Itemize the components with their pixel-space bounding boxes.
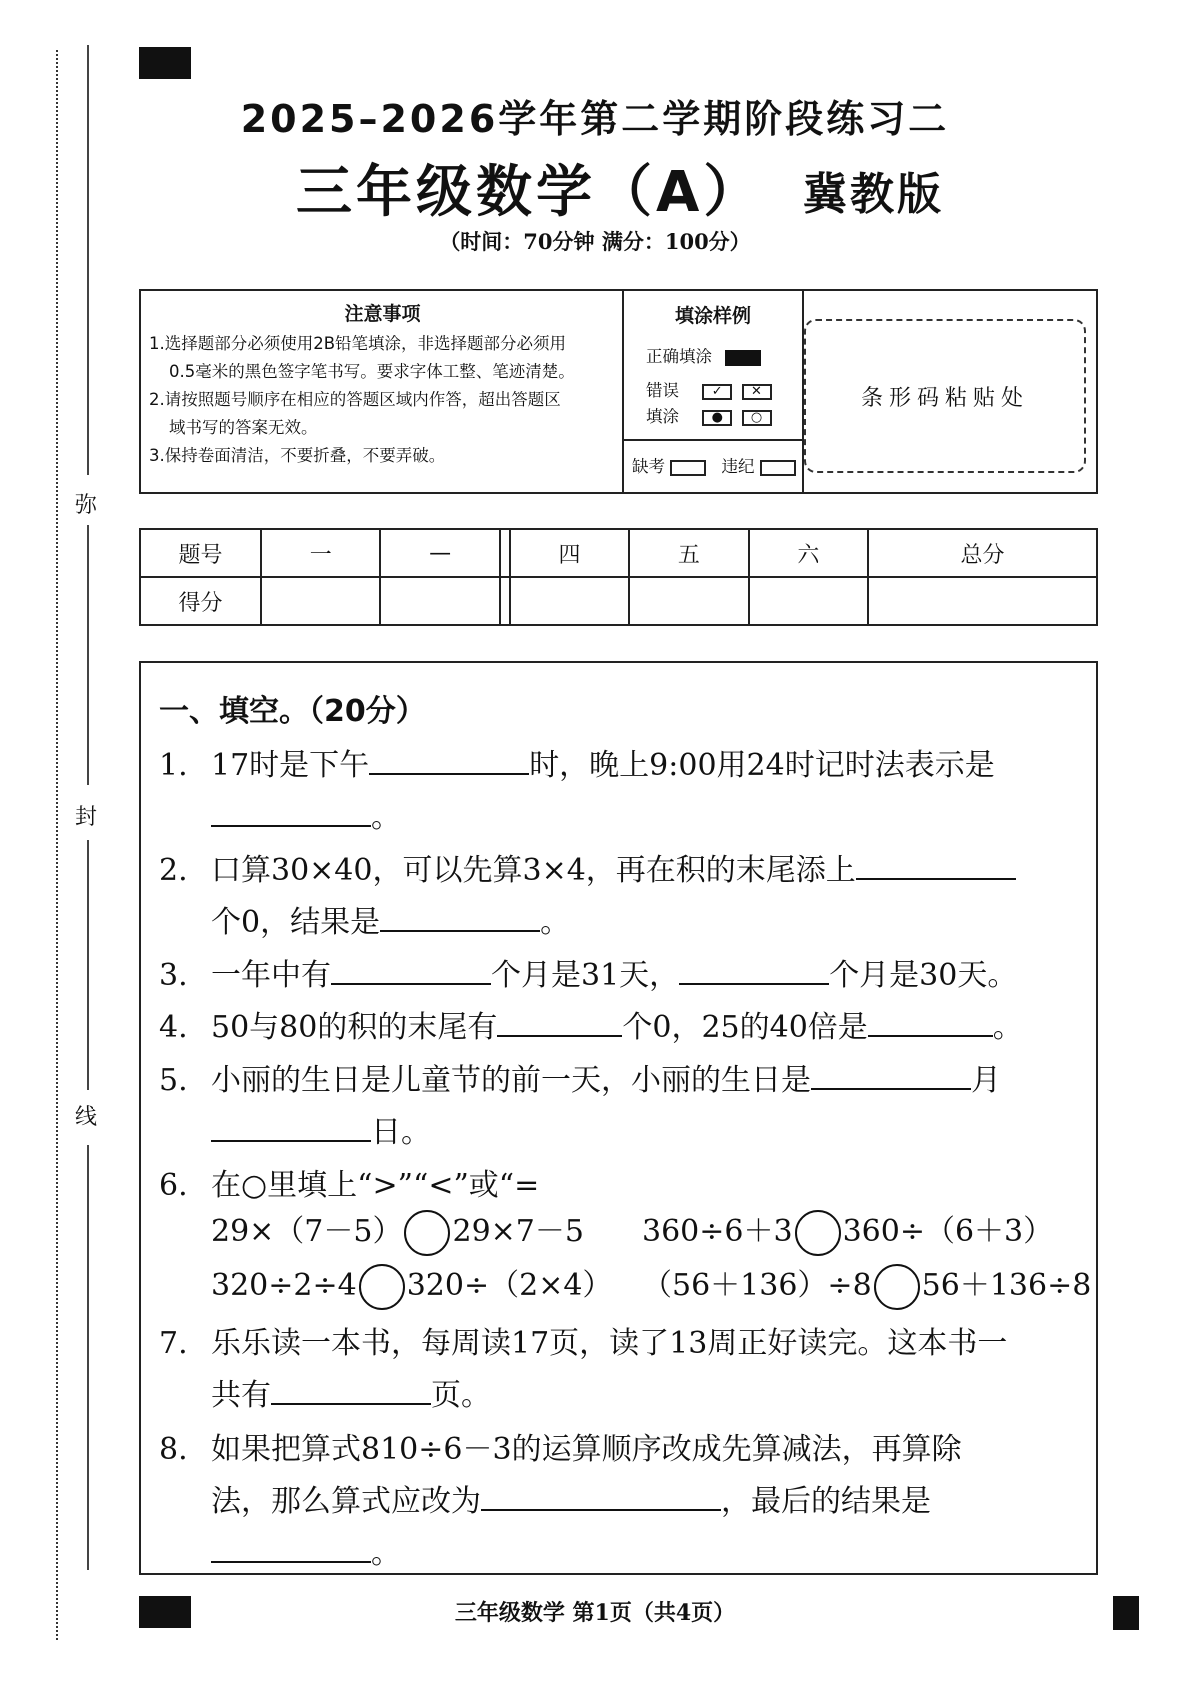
q6-expr-5: 320÷2÷4	[211, 1268, 357, 1303]
score-header-cell	[500, 529, 510, 577]
binding-line-3	[87, 840, 89, 1090]
section-heading: 一、填空。（20分）	[159, 694, 426, 729]
binding-line-2	[87, 525, 89, 785]
q8-blank-2[interactable]	[211, 1535, 371, 1563]
q5-blank-1[interactable]	[811, 1062, 971, 1090]
q6-row-1-right	[642, 1206, 1053, 1256]
q8-text-b: 法，那么算式应改为	[211, 1484, 481, 1519]
score-row-label: 得分	[140, 577, 261, 625]
q1-number: 1.	[159, 748, 188, 783]
notice-item-3: 3.保持卷面清洁，不要折叠，不要弄破。	[149, 446, 446, 465]
score-header-cell: 六	[749, 529, 868, 577]
notice-item-2: 2.请按照题号顺序在相应的答题区域内作答，超出答题区	[149, 390, 561, 409]
q7-text-c: 页。	[431, 1378, 491, 1413]
q8-text-c: ，最后的结果是	[721, 1484, 931, 1519]
score-table	[139, 528, 1098, 626]
q7-text-a: 乐乐读一本书，每周读17页，读了13周正好读完。这本书一	[211, 1326, 1008, 1361]
score-header-cell: —	[380, 529, 499, 577]
q4-text-c: 。	[992, 1010, 1023, 1045]
q6-row-2-right	[642, 1260, 1091, 1310]
score-cell[interactable]	[261, 577, 380, 625]
wrong-fill-label-1: 错误	[646, 381, 679, 400]
q6-compare-circle-3[interactable]	[359, 1264, 405, 1310]
q4-text-b: 个0，25的40倍是	[622, 1010, 868, 1045]
absent-label: 缺考	[632, 457, 665, 476]
wrong-fill-sample-1	[646, 377, 772, 401]
score-value-row	[140, 577, 1097, 625]
q1-text-c: 。	[371, 800, 401, 835]
q3-number: 3.	[159, 958, 188, 993]
score-cell[interactable]	[629, 577, 748, 625]
barcode-area: 条形码粘贴处	[804, 319, 1086, 473]
edition-label: 冀教版	[803, 169, 944, 220]
side-label-mi: 弥	[75, 493, 98, 518]
question-2	[159, 845, 1016, 889]
violation-box[interactable]	[760, 460, 796, 476]
q6-expr-7: （56＋136）÷8	[642, 1268, 872, 1303]
question-4	[159, 1002, 1023, 1046]
q4-number: 4.	[159, 1010, 188, 1045]
score-header-cell: 总分	[868, 529, 1097, 577]
score-header-row	[140, 529, 1097, 577]
q8-number: 8.	[159, 1432, 188, 1467]
circle-box-icon: ○	[742, 410, 772, 426]
q6-compare-circle-1[interactable]	[404, 1210, 450, 1256]
q6-compare-circle-2[interactable]	[795, 1210, 841, 1256]
q6-compare-circle-4[interactable]	[874, 1264, 920, 1310]
q2-text-a: 口算30×40，可以先算3×4，再在积的末尾添上	[211, 853, 856, 888]
absent-box[interactable]	[670, 460, 706, 476]
score-cell[interactable]	[500, 577, 510, 625]
q8-text-a: 如果把算式810÷6－3的运算顺序改成先算减法，再算除	[211, 1432, 962, 1467]
q7-text-b: 共有	[211, 1378, 271, 1413]
q6-expr-2: 29×7－5	[452, 1214, 584, 1249]
wrong-fill-sample-2	[646, 403, 772, 427]
q6-row-1-left	[211, 1206, 584, 1256]
time-info: （时间：70分钟 满分：100分）	[439, 229, 751, 254]
q2-blank-2[interactable]	[380, 904, 540, 932]
q1-text-b: 时，晚上9:00用24时记时法表示是	[529, 748, 995, 783]
notice-item-2-cont: 域书写的答案无效。	[169, 418, 318, 437]
q6-expr-1: 29×（7－5）	[211, 1214, 403, 1249]
q6-number: 6.	[159, 1168, 188, 1203]
q4-blank-1[interactable]	[497, 1009, 622, 1037]
q2-text-c: 。	[540, 905, 571, 940]
question-8	[159, 1424, 962, 1468]
q7-blank[interactable]	[271, 1377, 431, 1405]
page-footer: 三年级数学 第1页（共4页）	[454, 1600, 736, 1626]
score-cell[interactable]	[749, 577, 868, 625]
question-7-cont	[211, 1370, 491, 1414]
q5-text-c: 日。	[371, 1115, 431, 1150]
score-header-cell: 题号	[140, 529, 261, 577]
score-header-cell: 五	[629, 529, 748, 577]
score-header-cell: 四	[510, 529, 629, 577]
notice-box	[139, 289, 1098, 494]
notice-item-1: 1.选择题部分必须使用2B铅笔填涂，非选择题部分必须用	[149, 334, 567, 353]
question-6	[159, 1160, 539, 1204]
q7-number: 7.	[159, 1326, 188, 1361]
question-5-cont	[211, 1107, 431, 1151]
question-1	[159, 740, 995, 784]
registration-mark-top-left	[139, 47, 191, 79]
q8-text-d: 。	[371, 1536, 401, 1571]
q6-row-2-left	[211, 1260, 612, 1310]
q4-text-a: 50与80的积的末尾有	[211, 1010, 498, 1045]
q5-number: 5.	[159, 1063, 188, 1098]
binding-line-4	[87, 1145, 89, 1570]
question-5	[159, 1055, 1001, 1099]
side-label-feng: 封	[75, 805, 98, 830]
question-1-cont	[211, 792, 401, 836]
question-8-cont	[211, 1476, 931, 1520]
q1-blank-2[interactable]	[211, 799, 371, 827]
q3-text-c: 个月是30天。	[829, 958, 1018, 993]
score-cell[interactable]	[510, 577, 629, 625]
q5-text-b: 月	[971, 1063, 1001, 1098]
check-box-icon: ✓	[702, 384, 732, 400]
q2-blank-1[interactable]	[856, 852, 1016, 880]
absent-field	[632, 453, 796, 477]
sample-divider	[624, 439, 802, 441]
cross-box-icon: ✕	[742, 384, 772, 400]
score-cell[interactable]	[868, 577, 1097, 625]
question-8-cont-2	[211, 1528, 401, 1572]
dot-box-icon: ●	[702, 410, 732, 426]
binding-dotted-line	[56, 50, 58, 1640]
score-cell[interactable]	[380, 577, 499, 625]
q2-text-b: 个0，结果是	[211, 905, 381, 940]
correct-fill-label: 正确填涂	[646, 347, 712, 366]
q3-blank-2[interactable]	[679, 957, 829, 985]
wrong-fill-label-2: 填涂	[646, 407, 679, 426]
q8-blank-1[interactable]	[481, 1483, 721, 1511]
score-header-cell: 一	[261, 529, 380, 577]
q2-number: 2.	[159, 853, 188, 888]
exam-subtitle: 三年级数学（A）	[296, 160, 764, 225]
q3-blank-1[interactable]	[331, 957, 491, 985]
question-2-cont	[211, 897, 570, 941]
q1-blank-1[interactable]	[369, 747, 529, 775]
notice-column	[141, 291, 624, 492]
q3-text-a: 一年中有	[211, 958, 331, 993]
q5-blank-2[interactable]	[211, 1114, 371, 1142]
q6-expr-8: 56＋136÷8	[921, 1268, 1092, 1303]
notice-title: 注意事项	[344, 303, 421, 325]
filled-box-icon	[725, 350, 761, 366]
side-label-xian: 线	[75, 1105, 98, 1130]
violation-label: 违纪	[721, 457, 755, 476]
notice-item-1-cont: 0.5毫米的黑色签字笔书写。要求字体工整、笔迹清楚。	[169, 362, 575, 381]
correct-fill-sample	[646, 343, 761, 367]
q5-text-a: 小丽的生日是儿童节的前一天，小丽的生日是	[211, 1063, 811, 1098]
q3-text-b: 个月是31天，	[491, 958, 680, 993]
sample-title: 填涂样例	[674, 305, 751, 327]
q6-expr-4: 360÷（6＋3）	[842, 1214, 1054, 1249]
q6-text: 在○里填上“>”“<”或“=	[211, 1168, 540, 1203]
q1-text-a: 17时是下午	[211, 748, 370, 783]
q6-expr-3: 360÷6＋3	[642, 1214, 793, 1249]
q4-blank-2[interactable]	[868, 1009, 993, 1037]
q6-expr-6: 320÷（2×4）	[406, 1268, 613, 1303]
exam-title: 2025–2026学年第二学期阶段练习二	[240, 97, 950, 141]
question-3	[159, 950, 1017, 994]
question-7	[159, 1318, 1007, 1362]
sample-column	[624, 291, 804, 492]
